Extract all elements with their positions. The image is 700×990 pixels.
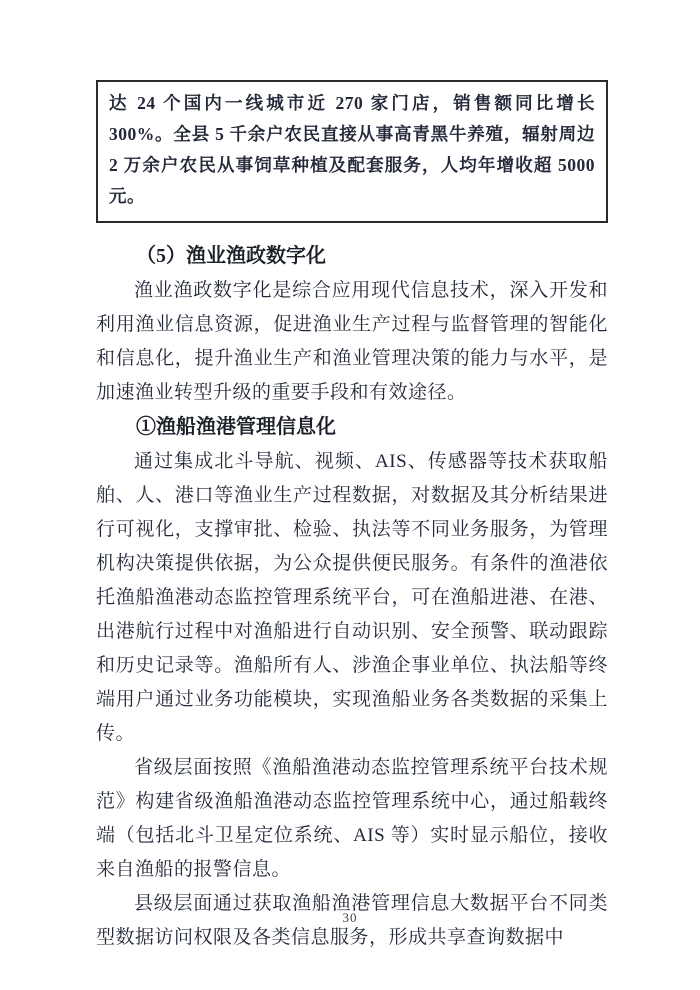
paragraph-provincial-level: 省级层面按照《渔船渔港动态监控管理系统平台技术规范》构建省级渔船渔港动态监控管理系统中心，通过船载终端（包括北斗卫星定位系统、AIS 等）实时显示船位，接收来自渔船的报警信息。: [96, 757, 608, 880]
callout-box: [96, 80, 608, 223]
section-heading: （5）渔业渔政数字化: [136, 245, 326, 267]
document-body: [96, 238, 608, 955]
page-number: 30: [342, 910, 358, 925]
paragraph-county-level: 县级层面通过获取渔船渔港管理信息大数据平台不同类型数据访问权限及各类信息服务，形成共享查询数据中: [96, 893, 608, 948]
callout-text: 达 24 个国内一线城市近 270 家门店，销售额同比增长 300%。全县 5 千余户农民直接从事高青黑牛养殖，辐射周边 2 万余户农民从事饲草种植及配套服务，人均年增收超 5000 元。: [109, 93, 595, 206]
paragraph-intro: 渔业渔政数字化是综合应用现代信息技术，深入开发和利用渔业信息资源，促进渔业生产过程与监督管理的智能化和信息化，提升渔业生产和渔业管理决策的能力与水平，是加速渔业转型升级的重要手段和有效途径。: [96, 280, 608, 403]
subsection-heading: ①渔船渔港管理信息化: [136, 416, 336, 438]
paragraph-fishing-port-info: 通过集成北斗导航、视频、AIS、传感器等技术获取船舶、人、港口等渔业生产过程数据，对数据及其分析结果进行可视化，支撑审批、检验、执法等不同业务服务，为管理机构决策提供依据，为公众提供便民服务。有条件的渔港依托渔船渔港动态监控管理系统平台，可在渔船进港、在港、出港航行过程中对渔船进行自动识别、安全预警、联动跟踪和历史记录等。渔船所有人、涉渔企事业单位、执法船等终端用户通过业务功能模块，实现渔船业务各类数据的采集上传。: [96, 451, 608, 744]
